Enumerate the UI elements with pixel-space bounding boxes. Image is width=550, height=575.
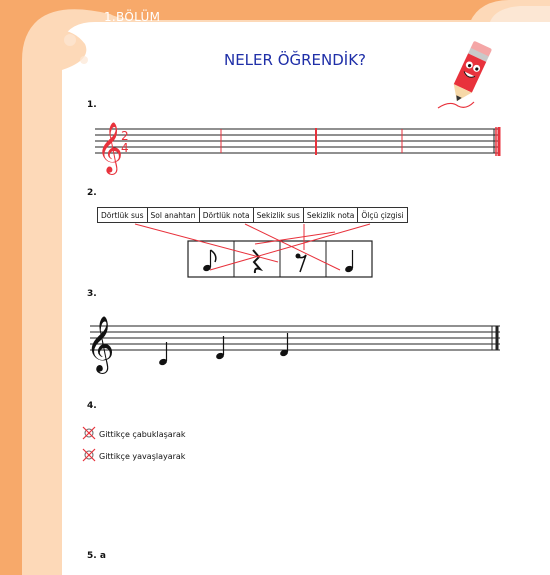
term-cell: Sekizlik sus (253, 208, 303, 223)
term-cell: Dörtlük nota (199, 208, 253, 223)
page-title: NELER ÖĞRENDİK? (223, 51, 367, 69)
time-sig-top: 2 (121, 129, 129, 143)
term-cell: Sol anahtarı (147, 208, 199, 223)
symbol-boxes (185, 238, 375, 280)
quarter-note-icon (215, 336, 225, 360)
pencil-mascot-icon (430, 38, 500, 113)
question-2-number: 2. (87, 188, 97, 198)
quarter-note-icon (279, 333, 289, 357)
option-gittikce-cabuklasarak: Gittikçe çabuklaşarak (99, 430, 186, 439)
question-1-number: 1. (87, 100, 97, 110)
question-3-number: 3. (87, 289, 97, 299)
treble-clef-icon: 𝄞 (97, 122, 124, 173)
treble-clef-icon: 𝄞 (86, 316, 115, 372)
staff-q1 (85, 110, 505, 173)
chapter-label: 1.BÖLÜM (104, 10, 161, 24)
term-cell: Ölçü çizgisi (358, 208, 407, 223)
term-cell: Sekizlik nota (303, 208, 358, 223)
terms-table (97, 207, 408, 223)
term-cell: Dörtlük sus (98, 208, 148, 223)
time-sig-bottom: 4 (121, 141, 129, 155)
cross-mark-icon (82, 448, 96, 462)
question-5-number: 5. a (87, 551, 106, 561)
option-gittikce-yavaslayarak: Gittikçe yavaşlayarak (99, 452, 186, 461)
staff-q3 (80, 300, 510, 370)
question-4-number: 4. (87, 401, 97, 411)
quarter-note-icon (158, 342, 168, 366)
cross-mark-icon (82, 426, 96, 440)
